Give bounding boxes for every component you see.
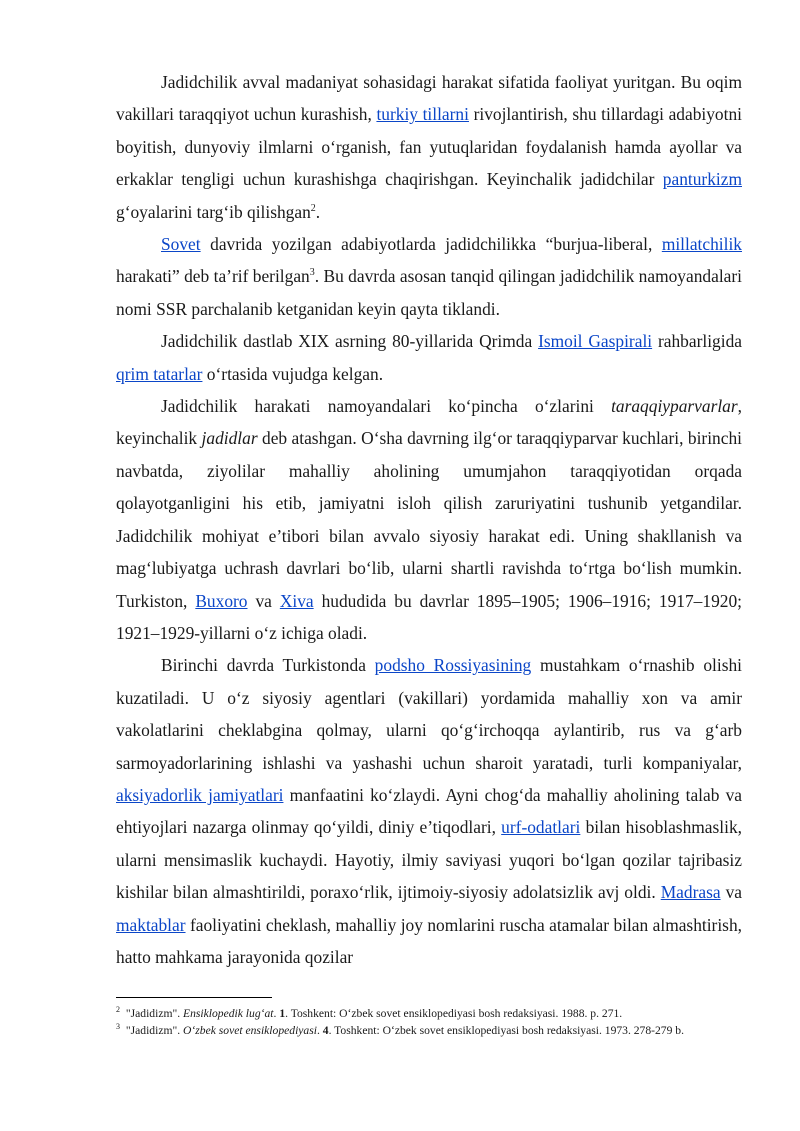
document-body <box>116 66 742 973</box>
link-urf-odatlari[interactable]: urf-odatlari <box>501 817 581 838</box>
footnote-ref-2[interactable]: 2 <box>310 202 316 214</box>
link-podsho-rossiyasining[interactable]: podsho Rossiyasining <box>374 655 532 676</box>
link-aksiyadorlik-jamiyatlari[interactable]: aksiyadorlik jamiyatlari <box>116 784 284 805</box>
term-jadidlar: jadidlar <box>201 428 258 449</box>
footnote-2: $^2$ "Jadidizm". Ensiklopedik lug‘at. 1. Toshkent: O‘zbek sovet ensiklopediyasi bosh redaksiyasi. 1988. p. 271. <box>116 1005 623 1020</box>
paragraph-2: Sovet davrida yozilgan adabiyotlarda jadidchilikka “burjua-liberal, millatchilik harakati” deb ta’rif berilgan$^3$. Bu davrda asosan tanqid qilingan jadidchilik namoyandalari nomi SSR parchalanib ketganidan keyin qayta tiklandi. <box>116 234 742 319</box>
footnotes <box>116 997 742 1039</box>
footnote-separator <box>116 997 272 998</box>
link-sovet[interactable]: Sovet <box>161 234 201 255</box>
link-buxoro[interactable]: Buxoro <box>195 590 248 611</box>
paragraph-3: Jadidchilik dastlab XIX asrning 80-yillarida Qrimda Ismoil Gaspirali rahbarligida qrim tatarlar o‘rtasida vujudga kelgan. <box>116 331 742 384</box>
link-ismoil-gaspirali[interactable]: Ismoil Gaspirali <box>538 331 653 352</box>
paragraph-5: Birinchi davrda Turkistonda podsho Rossiyasining mustahkam o‘rnashib olishi kuzatiladi. U o‘z siyosiy agentlari (vakillari) yordamida mahalliy xon va amir vakolatlarini cheklabgina qolmay, ularni qo‘g‘irchoqqa aylantirib, rus va g‘arb sarmoyadorlarining ishlashi va yashashi uchun sharoit yaratadi, turli kompaniyalar, aksiyadorlik jamiyatlari manfaatini ko‘zlaydi. Ayni chog‘da mahalliy aholining talab va ehtiyojlari nazarga olinmay qo‘yildi, diniy e’tiqodlari, urf-odatlari bilan hisoblashmaslik, ularni mensimaslik kuchaydi. Hayotiy, ilmiy saviyasi yuqori bo‘lgan qozilar tajribasiz kishilar bilan almashtirildi, poraxo‘rlik, ijtimoiy-siyosiy adolatsizlik avj oldi. Madrasa va maktablar faoliyatini cheklash, mahalliy joy nomlarini ruscha atamalar bilan almashtirish, hatto mahkama jarayonida qozilar <box>116 655 743 967</box>
footnote-ref-3[interactable]: 3 <box>309 267 315 279</box>
term-taraqqiyparvarlar: taraqqiyparvarlar <box>611 396 738 417</box>
link-maktablar[interactable]: maktablar <box>116 914 186 935</box>
paragraph-1: Jadidchilik avval madaniyat sohasidagi harakat sifatida faoliyat yuritgan. Bu oqim vakillari taraqqiyot uchun kurashish, turkiy tillarni rivojlantirish, shu tillardagi adabiyotni boyitish, dunyoviy ilmlarni o‘rganish, fan yutuqlaridan foydalanish hamda ayollar va erkaklar tengligi uchun kurashishga chaqirishgan. Keyinchalik jadidchilar panturkizm g‘oyalarini targ‘ib qilishgan$^2$. <box>116 72 742 222</box>
paragraph-4: Jadidchilik harakati namoyandalari ko‘pincha o‘zlarini taraqqiyparvarlar, keyinchalik jadidlar deb atashgan. O‘sha davrning ilg‘or taraqqiyparvar kuchlari, birinchi navbatda, ziyolilar mahalliy aholining umumjahon taraqqiyotidan orqada qolayotganligini his etib, jamiyatni isloh qilish zaruriyatini tushunib yetgandilar. Jadidchilik mohiyat e’tibori bilan avvalo siyosiy harakat edi. Uning shakllanish va mag‘lubiyatga uchrash davrlari bo‘lib, ularni shartli ravishda to‘rtga bo‘lish mumkin. Turkiston, Buxoro va Xiva hududida bu davrlar 1895–1905; 1906–1916; 1917–1920; 1921–1929-yillarni o‘z ichiga oladi. <box>116 396 742 643</box>
link-panturkizm[interactable]: panturkizm <box>662 169 742 190</box>
link-qrim-tatarlar[interactable]: qrim tatarlar <box>116 363 203 384</box>
link-madrasa[interactable]: Madrasa <box>660 882 721 903</box>
footnote-3: $^3$ "Jadidizm". O‘zbek sovet ensiklopediyasi. 4. Toshkent: O‘zbek sovet ensiklopediyasi bosh redaksiyasi. 1973. 278-279 b. <box>116 1022 684 1037</box>
link-millatchilik[interactable]: millatchilik <box>661 234 742 255</box>
link-xiva[interactable]: Xiva <box>279 590 314 611</box>
link-turkiy-tillarni[interactable]: turkiy tillarni <box>376 104 469 125</box>
